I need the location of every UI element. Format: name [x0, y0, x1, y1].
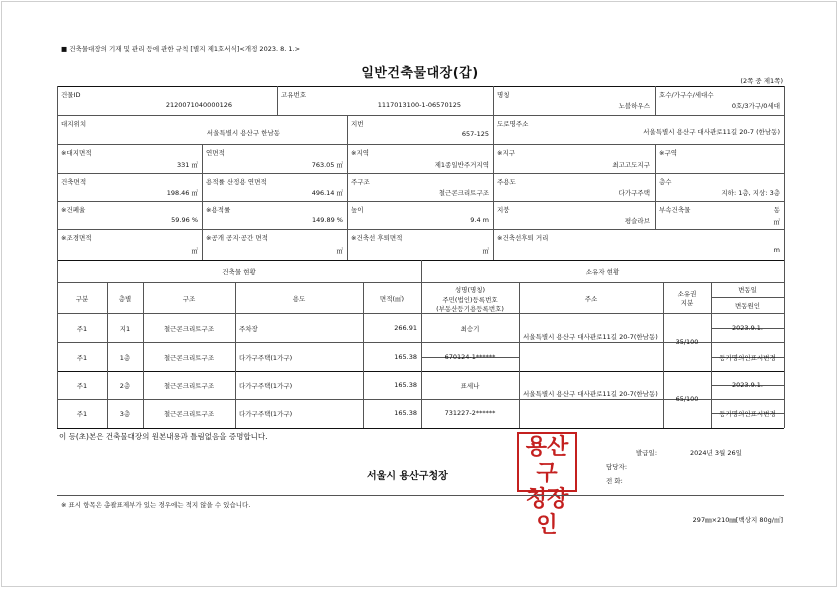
- building-id-label: 건물ID: [61, 91, 81, 99]
- structure-value: 철근콘크리트구조: [438, 189, 489, 197]
- table-cell: 3층: [119, 410, 131, 418]
- col-divider: [655, 86, 656, 115]
- annex-label: 부속건축물: [659, 206, 691, 214]
- change-reason: 등기명의인표시변경: [719, 410, 776, 418]
- issue-date-label: 발급일:: [636, 449, 658, 457]
- table-cell: 철근콘크리트구조: [163, 382, 215, 390]
- floors-value: 지하: 1층, 지상: 3층: [721, 189, 780, 197]
- district-value: 최고고도지구: [612, 161, 650, 169]
- use-value: 다가구주택: [618, 189, 650, 197]
- roof-label: 지붕: [497, 206, 510, 214]
- col-header-change-date: 변동일: [738, 286, 757, 294]
- table-cell: 다가구주택(1가구): [239, 354, 293, 362]
- owner-status-title: 소유자 현황: [585, 268, 620, 276]
- owner-share: 35/100: [675, 338, 699, 346]
- table-bottom-border: [57, 428, 784, 429]
- height-value: 9.4 m: [470, 216, 489, 224]
- row-divider: [57, 229, 784, 230]
- unique-no-label: 고유번호: [281, 91, 307, 99]
- col-header-owner-reg: 주민(법인)등록번호: [442, 296, 498, 304]
- far-area-label: 용적률 산정용 연면적: [206, 178, 267, 186]
- building-id-value: 2120071040000126: [165, 101, 232, 109]
- district-label: ※지구: [497, 149, 516, 157]
- col-divider: [493, 86, 494, 115]
- table-cell: 다가구주택(1가구): [239, 410, 293, 418]
- col-header-area: 면적(㎡): [379, 295, 405, 303]
- unique-no-value: 1117013100-1-06570125: [377, 101, 461, 109]
- issuer-name: 서울시 용산구청장: [367, 471, 448, 482]
- col-divider: [57, 86, 58, 260]
- col-header-owner-reg2: (부동산등기용등록번호): [436, 305, 504, 313]
- col-divider: [493, 229, 494, 260]
- col-divider: [277, 86, 278, 115]
- footprint-value: 198.46 ㎡: [166, 189, 198, 197]
- gross-area-label: 연면적: [206, 149, 225, 157]
- gross-area-value: 763.05 ㎡: [311, 161, 343, 169]
- lot-label: 지번: [351, 120, 364, 128]
- table-cell: 165.38: [394, 353, 417, 361]
- units-value: 0호/3가구/0세대: [731, 102, 780, 110]
- site-label: 대지위치: [61, 120, 87, 128]
- page-number: (2쪽 중 제1쪽): [740, 77, 783, 85]
- road-label: 도로명주소: [497, 120, 529, 128]
- annex-area: ㎡: [773, 218, 780, 226]
- row-divider: [57, 115, 784, 116]
- col-divider: [347, 229, 348, 260]
- paper-spec: 297㎜×210㎜[백상지 80g/㎡]: [692, 516, 783, 524]
- cell-divider: [711, 297, 784, 298]
- units-label: 호수/가구수/세대수: [659, 91, 714, 99]
- col-header-structure: 구조: [182, 295, 196, 303]
- col-divider: [784, 86, 785, 260]
- setback-area-value: ㎡: [482, 247, 489, 255]
- col-header-division: 구분: [75, 295, 89, 303]
- col-header-owner-name: 성명(명칭): [454, 286, 486, 294]
- floors-label: 층수: [659, 178, 672, 186]
- col-divider: [347, 115, 348, 144]
- table-cell: 다가구주택(1가구): [239, 382, 293, 390]
- bcr-label: ※건폐율: [61, 206, 86, 214]
- use-label: 주용도: [497, 178, 516, 186]
- sector-label: ※구역: [659, 149, 678, 157]
- col-header-use: 용도: [292, 295, 306, 303]
- structure-label: 주구조: [351, 178, 370, 186]
- col-divider: [347, 144, 348, 230]
- cell-divider: [421, 399, 519, 400]
- owner-share: 65/100: [675, 395, 699, 403]
- owner-name: 최승기: [460, 325, 480, 333]
- table-cell: 철근콘크리트구조: [163, 354, 215, 362]
- far-label: ※용적률: [206, 206, 231, 214]
- col-divider: [493, 144, 494, 230]
- col-header-floor: 층별: [118, 295, 132, 303]
- height-label: 높이: [351, 206, 364, 214]
- table-cell: 주1: [76, 325, 88, 333]
- row-divider: [57, 144, 784, 145]
- table-cell: 266.91: [394, 324, 417, 332]
- row-divider: [57, 173, 784, 174]
- col-header-share: 소유권: [677, 290, 697, 298]
- roof-value: 평슬라브: [624, 217, 650, 225]
- col-divider: [493, 115, 494, 144]
- page-title: 일반건축물대장(갑): [361, 66, 479, 81]
- site-value: 서울특별시 용산구 한남동: [206, 129, 280, 137]
- officer-label: 담당자:: [606, 463, 628, 471]
- table-cell: 주1: [76, 382, 88, 390]
- footer-divider: [57, 495, 784, 496]
- building-status-title: 건축물 현황: [222, 268, 256, 276]
- owner-address: 서울특별시 용산구 대사관로11길 20-7(한남동): [523, 390, 658, 398]
- open-space-value: ㎡: [336, 247, 343, 255]
- table-cell: 주차장: [239, 325, 258, 333]
- owner-reg-no: 670124-1******: [444, 353, 496, 361]
- land-area-value: 331 ㎡: [177, 161, 198, 169]
- open-space-label: ※공개 공지·공간 면적: [206, 234, 268, 242]
- table-cell: 165.38: [394, 381, 417, 389]
- table-cell: 지1: [119, 325, 131, 333]
- setback-dist-label: ※건축선후퇴 거리: [497, 234, 549, 242]
- table-cell: 철근콘크리트구조: [163, 325, 215, 333]
- col-divider: [519, 282, 520, 428]
- setback-area-label: ※건축선 후퇴면적: [351, 234, 403, 242]
- name-value: 노블하우스: [618, 102, 650, 110]
- col-header-share2: 지분: [680, 299, 694, 307]
- legal-basis: ■ 건축물대장의 기재 및 관리 등에 관한 규칙 [별지 제1호서식]<개정 2023. 8. 1.>: [61, 45, 301, 53]
- name-label: 명칭: [497, 91, 510, 99]
- col-divider: [202, 144, 203, 230]
- annex-count: 동: [773, 206, 780, 214]
- table-cell: 주1: [76, 410, 88, 418]
- col-divider: [655, 144, 656, 230]
- col-header-address: 주소: [584, 295, 598, 303]
- footer-note: ※ 표시 항목은 총괄표제부가 있는 경우에는 적지 않을 수 있습니다.: [61, 501, 251, 509]
- phone-label: 전 화:: [606, 477, 623, 485]
- issue-date-value: 2024년 3월 26일: [690, 449, 742, 457]
- zone-label: ※지역: [351, 149, 370, 157]
- owner-reg-no: 731227-2******: [444, 409, 496, 417]
- table-cell: 2층: [119, 382, 131, 390]
- change-date: 2023.9.1.: [731, 381, 763, 389]
- footprint-label: 건축면적: [61, 178, 87, 186]
- land-area-label: ※대지면적: [61, 149, 92, 157]
- row-divider: [57, 201, 784, 202]
- col-header-change-reason: 변동원인: [734, 302, 761, 310]
- change-reason: 등기명의인표시변경: [719, 354, 776, 362]
- change-date: 2023.9.1.: [731, 324, 763, 332]
- col-divider: [784, 260, 785, 428]
- col-divider: [202, 229, 203, 260]
- landscape-label: ※조경면적: [61, 234, 92, 242]
- official-seal: 용산구 청장인: [517, 432, 577, 492]
- table-cell: 1층: [119, 354, 131, 362]
- col-divider: [57, 260, 58, 428]
- table-cell: 철근콘크리트구조: [163, 410, 215, 418]
- road-value: 서울특별시 용산구 대사관로11길 20-7 (한남동): [643, 128, 780, 136]
- certification-statement: 이 등(초)본은 건축물대장의 원본내용과 틀림없음을 증명합니다.: [59, 432, 268, 441]
- lot-value: 657-125: [461, 130, 489, 138]
- far-value: 149.89 %: [312, 216, 343, 224]
- table-top-border: [57, 86, 784, 87]
- zone-value: 제1종일반주거지역: [434, 161, 489, 169]
- bcr-value: 59.96 %: [171, 216, 198, 224]
- setback-dist-value: m: [773, 246, 780, 254]
- col-divider: [235, 282, 236, 428]
- far-area-value: 496.14 ㎡: [311, 189, 343, 197]
- owner-name: 표세나: [460, 382, 480, 390]
- table-cell: 165.38: [394, 409, 417, 417]
- owner-address: 서울특별시 용산구 대사관로11길 20-7(한남동): [523, 333, 658, 341]
- table-cell: 주1: [76, 354, 88, 362]
- landscape-value: ㎡: [191, 247, 198, 255]
